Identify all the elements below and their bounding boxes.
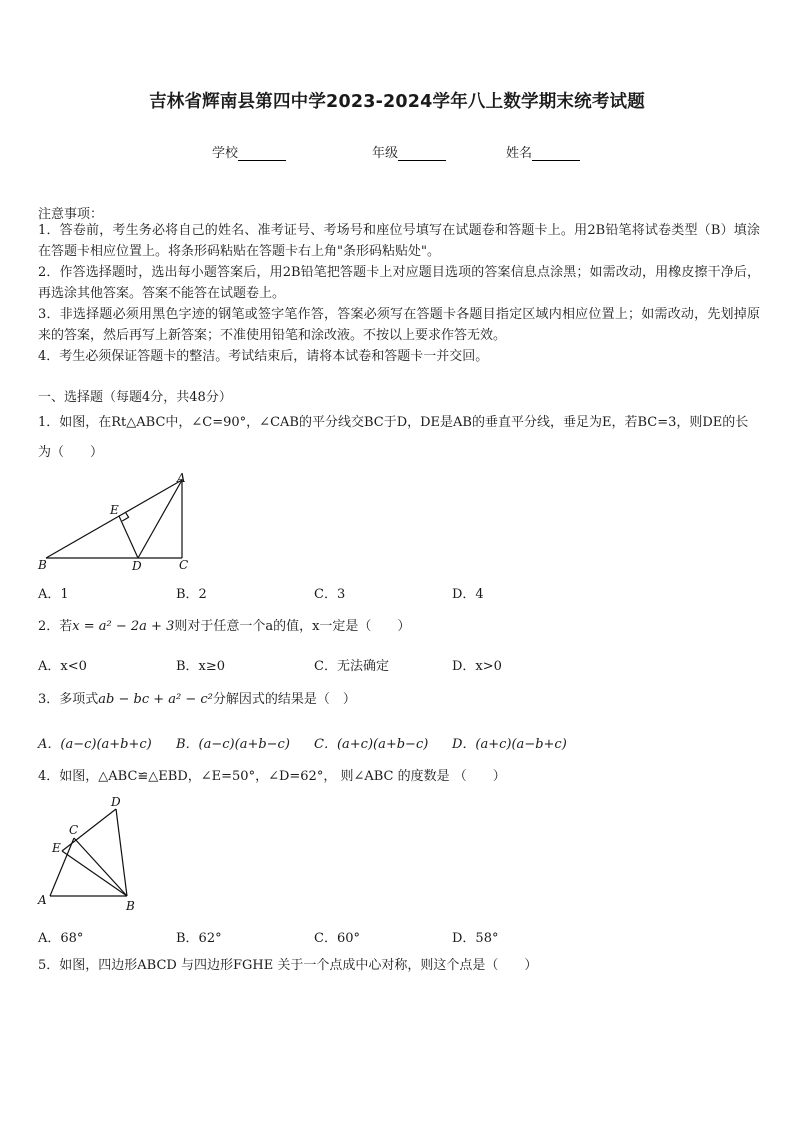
q2-prefix: 2．若: [38, 619, 73, 634]
segment-db: [116, 809, 127, 896]
school-blank: [238, 147, 286, 161]
segment-cb: [74, 838, 127, 896]
name-field: [506, 142, 580, 161]
q3-suffix: 分解因式的结果是（ ）: [212, 692, 356, 707]
q2-option-b[interactable]: B．x≥0: [176, 659, 226, 674]
label-c: C: [69, 823, 79, 837]
label-e: E: [110, 503, 119, 517]
question-3-stem: [38, 685, 760, 715]
q2-option-d[interactable]: D．x>0: [452, 659, 502, 674]
q1-option-a[interactable]: A．1: [38, 587, 69, 602]
q1-option-d[interactable]: D．4: [452, 587, 484, 602]
q4-option-d[interactable]: D．58°: [452, 931, 499, 946]
question-2-stem: [38, 612, 760, 642]
q2-formula: x = a² − 2a + 3: [72, 619, 175, 634]
question-4-figure: [34, 792, 144, 916]
question-1-stem: 1．如图，在Rt△ABC中，∠C=90°，∠CAB的平分线交BC于D，DE是AB的垂直平分线，垂足为E，若BC=3，则DE的长为（ ）: [38, 415, 749, 460]
label-e: E: [52, 841, 61, 855]
q4-option-a[interactable]: A．68°: [38, 931, 84, 946]
q4-option-b[interactable]: B．62°: [176, 931, 222, 946]
label-d: D: [111, 795, 121, 809]
label-a: A: [177, 472, 186, 485]
q3-option-b[interactable]: B．(a−c)(a+b−c): [176, 737, 290, 752]
label-b: B: [126, 899, 135, 913]
segment-ab: [46, 480, 182, 558]
question-4-stem: 4．如图，△ABC≌△EBD，∠E=50°，∠D=62°， 则∠ABC 的度数是 （ ）: [38, 769, 506, 784]
question-5-stem: 5．如图，四边形ABCD 与四边形FGHE 关于一个点成中心对称，则这个点是（ ）: [38, 958, 538, 973]
q2-suffix: 则对于任意一个a的值，x一定是（ ）: [174, 619, 411, 634]
q3-option-d[interactable]: D．(a+c)(a−b+c): [452, 737, 567, 752]
q3-prefix: 3．多项式: [38, 692, 99, 707]
name-blank: [532, 147, 580, 161]
q4-option-c[interactable]: C．60°: [314, 931, 360, 946]
label-a: A: [38, 893, 47, 907]
q3-option-a[interactable]: A．(a−c)(a+b+c): [38, 737, 152, 752]
school-field: [212, 142, 286, 161]
note-item-2: 2．作答选择题时，选出每小题答案后，用2B铅笔把答题卡上对应题目选项的答案信息点涂黑；如需改动，用橡皮擦干净后，再选涂其他答案。答案不能答在试题卷上。: [38, 265, 760, 301]
q2-option-a[interactable]: A．x<0: [38, 659, 87, 674]
notes-heading: 注意事项：: [38, 207, 104, 222]
name-label: 姓名: [506, 146, 533, 161]
section-heading: 一、选择题（每题4分，共48分）: [38, 390, 232, 405]
school-label: 学校: [212, 146, 239, 161]
q3-option-c[interactable]: C．(a+c)(a+b−c): [314, 737, 429, 752]
segment-eb: [62, 851, 127, 896]
grade-field: [372, 142, 446, 161]
segment-de: [119, 516, 138, 558]
label-d: D: [132, 559, 142, 573]
note-item-3: 3．非选择题必须用黑色字迹的钢笔或签字笔作答，答案必须写在答题卡各题目指定区域内相应位置上；如需改动，先划掉原来的答案，然后再写上新答案；不准使用铅笔和涂改液。不按以上要求作答无效。: [38, 307, 760, 343]
exam-title: 吉林省辉南县第四中学2023-2024学年八上数学期末统考试题: [149, 92, 645, 112]
student-info-row: [0, 142, 794, 160]
grade-label: 年级: [372, 146, 399, 161]
note-item-1: 1．答卷前，考生务必将自己的姓名、准考证号、考场号和座位号填写在试题卷和答题卡上。用2B铅笔将试卷类型（B）填涂在答题卡相应位置上。将条形码粘贴在答题卡右上角"条形码粘贴处"。: [38, 223, 760, 259]
label-c: C: [179, 558, 189, 572]
note-item-4: 4．考生必须保证答题卡的整洁。考试结束后，请将本试卷和答题卡一并交回。: [38, 349, 489, 364]
question-1-figure: [34, 472, 194, 576]
q3-formula: ab − bc + a² − c²: [98, 692, 213, 707]
q1-option-b[interactable]: B．2: [176, 587, 207, 602]
label-b: B: [38, 558, 47, 572]
q1-option-c[interactable]: C．3: [314, 587, 346, 602]
grade-blank: [398, 147, 446, 161]
segment-ad: [138, 480, 182, 558]
q2-option-c[interactable]: C．无法确定: [314, 659, 389, 674]
